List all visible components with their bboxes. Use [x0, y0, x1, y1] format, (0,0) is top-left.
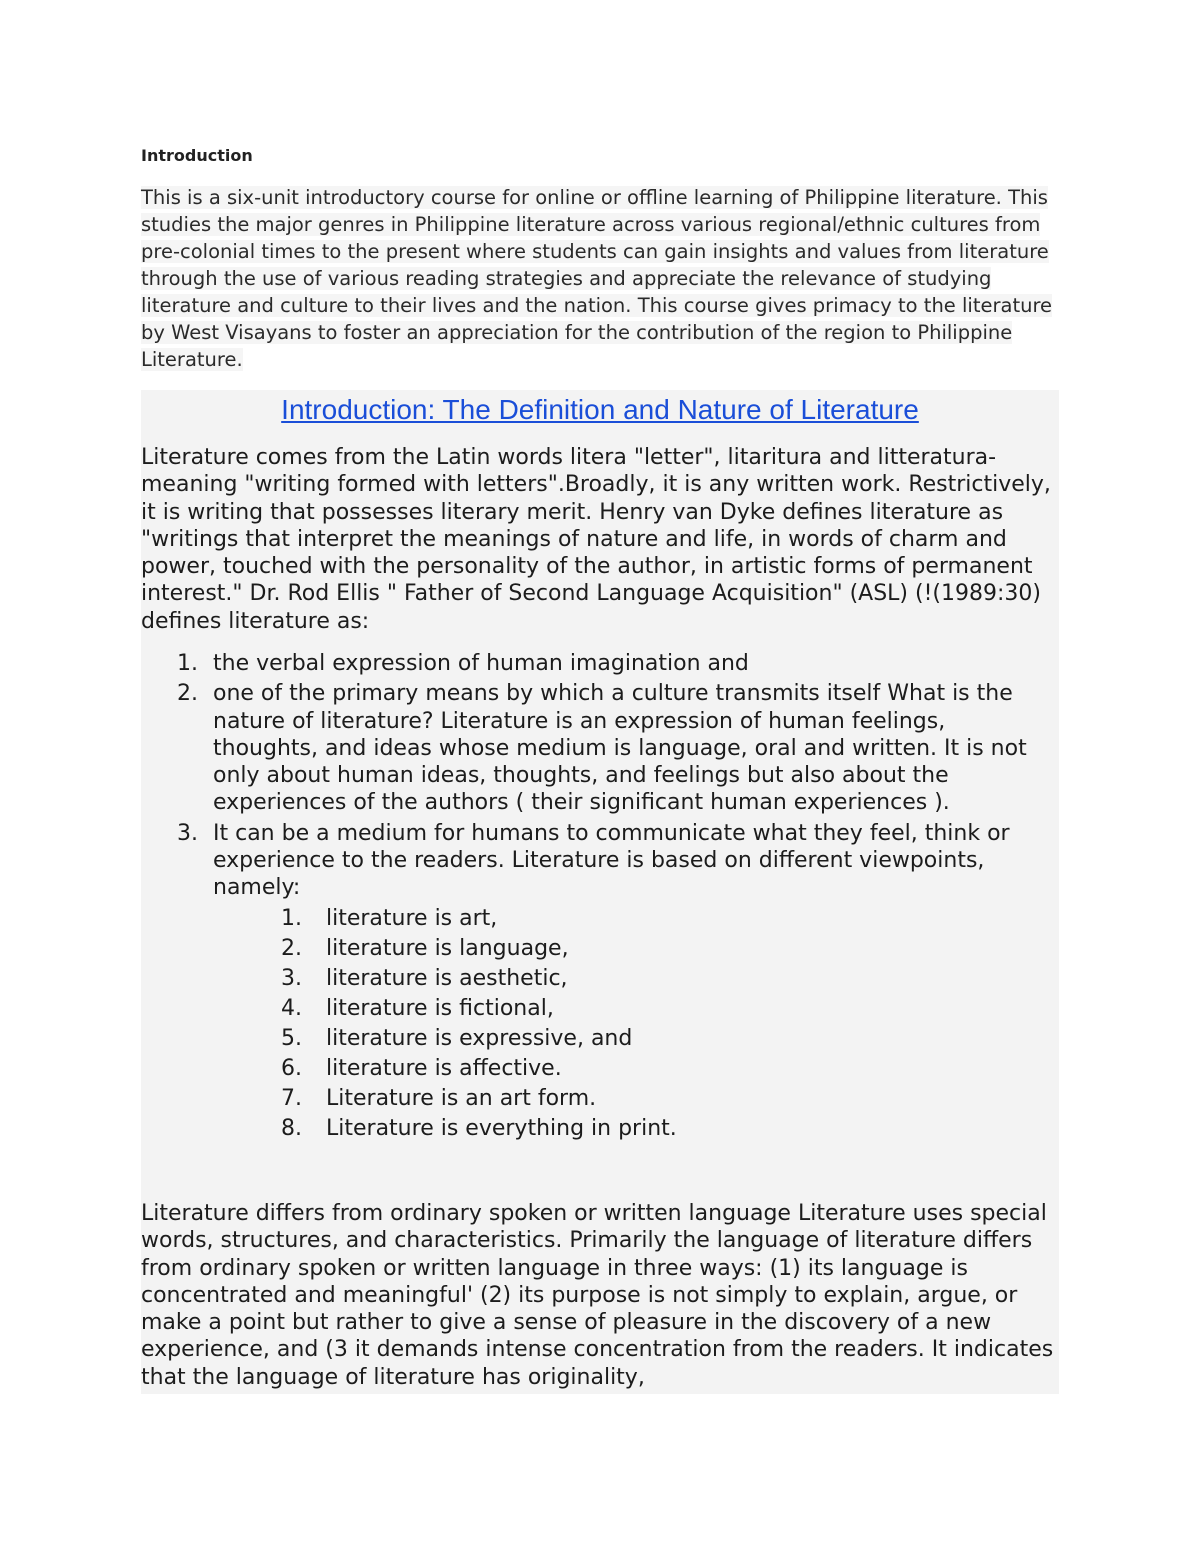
language-paragraph: Literature differs from ordinary spoken or written language Literature uses special words, structures, and characteristics. Primarily the language of literature differs from ordinary spoken or written language in three ways: (1) its language is concentrated and meaningful' (2) its purpose is not simply to explain, argue, or make a point but rather to give a sense of pleasure in the discovery of a new experience, and (3 it demands intense concentration from the readers. It indicates that the language of literature has originality,	[141, 1201, 1054, 1390]
sublist-item-text: literature is art,	[326, 905, 498, 931]
sublist-number: 2.	[281, 935, 302, 961]
list-number: 3.	[177, 820, 198, 846]
sublist-item-text: literature is aesthetic,	[326, 965, 568, 991]
list-item	[177, 820, 1057, 1142]
sublist-item	[281, 965, 1057, 992]
intro-heading: Introduction	[141, 146, 253, 165]
sublist-number: 3.	[281, 965, 302, 991]
list-item	[177, 680, 1057, 816]
sublist-item-text: literature is fictional,	[326, 995, 554, 1021]
sublist-number: 4.	[281, 995, 302, 1021]
viewpoints-list	[213, 905, 1057, 1142]
sublist-item-text: literature is affective.	[326, 1055, 562, 1081]
sublist-number: 1.	[281, 905, 302, 931]
sublist-item-text: Literature is an art form.	[326, 1085, 597, 1111]
sublist-item	[281, 1115, 1057, 1142]
sublist-item	[281, 995, 1057, 1022]
sublist-item	[281, 905, 1057, 932]
intro-paragraph-text: This is a six-unit introductory course for online or offline learning of Philippine literature. This studies the major genres in Philippine literature across various regional/ethnic cultures from pre-colonial times to the present where students can gain insights and values from literature through the use of various reading strategies and appreciate the relevance of studying literature and culture to their lives and the nation. This course gives primacy to the literature by West Visayans to foster an appreciation for the contribution of the region to Philippine Literature.	[141, 186, 1053, 371]
sublist-item-text: literature is language,	[326, 935, 569, 961]
intro-paragraph	[141, 184, 1059, 373]
sublist-item-text: literature is expressive, and	[326, 1025, 633, 1051]
list-item-text: the verbal expression of human imagination and	[213, 651, 749, 676]
sublist-item	[281, 1055, 1057, 1082]
sublist-item	[281, 1085, 1057, 1112]
sublist-number: 6.	[281, 1055, 302, 1081]
sublist-item	[281, 935, 1057, 962]
sublist-item-text: Literature is everything in print.	[326, 1115, 677, 1141]
sublist-number: 7.	[281, 1085, 302, 1111]
definition-paragraph: Literature comes from the Latin words litera "letter", litaritura and litteratura- meaning "writing formed with letters".Broadly, it is any written work. Restrictively, it is writing that possesses literary merit. Henry van Dyke defines literature as "writings that interpret the meanings of nature and life, in words of charm and power, touched with the personality of the author, in artistic forms of permanent interest." Dr. Rod Ellis " Father of Second Language Acquisition" (ASL) (!(1989:30) defines literature as:	[141, 445, 1051, 634]
list-item	[177, 650, 1057, 677]
list-item-text: It can be a medium for humans to communicate what they feel, think or experience to the readers. Literature is based on different viewpoints, namely:	[213, 820, 1010, 901]
list-item-text: one of the primary means by which a culture transmits itself What is the nature of literature? Literature is an expression of human feelings, thoughts, and ideas whose medium is language, oral and written. It is not only about human ideas, thoughts, and feelings but also about the experiences of the authors ( their significant human experiences ).	[213, 681, 1027, 816]
list-number: 1.	[177, 651, 198, 676]
article-title-link[interactable]: Introduction: The Definition and Nature of Literature	[281, 394, 919, 425]
sublist-number: 8.	[281, 1115, 302, 1141]
sublist-number: 5.	[281, 1025, 302, 1051]
sublist-item	[281, 1025, 1057, 1052]
definition-list	[177, 650, 1057, 1145]
list-number: 2.	[177, 681, 198, 707]
